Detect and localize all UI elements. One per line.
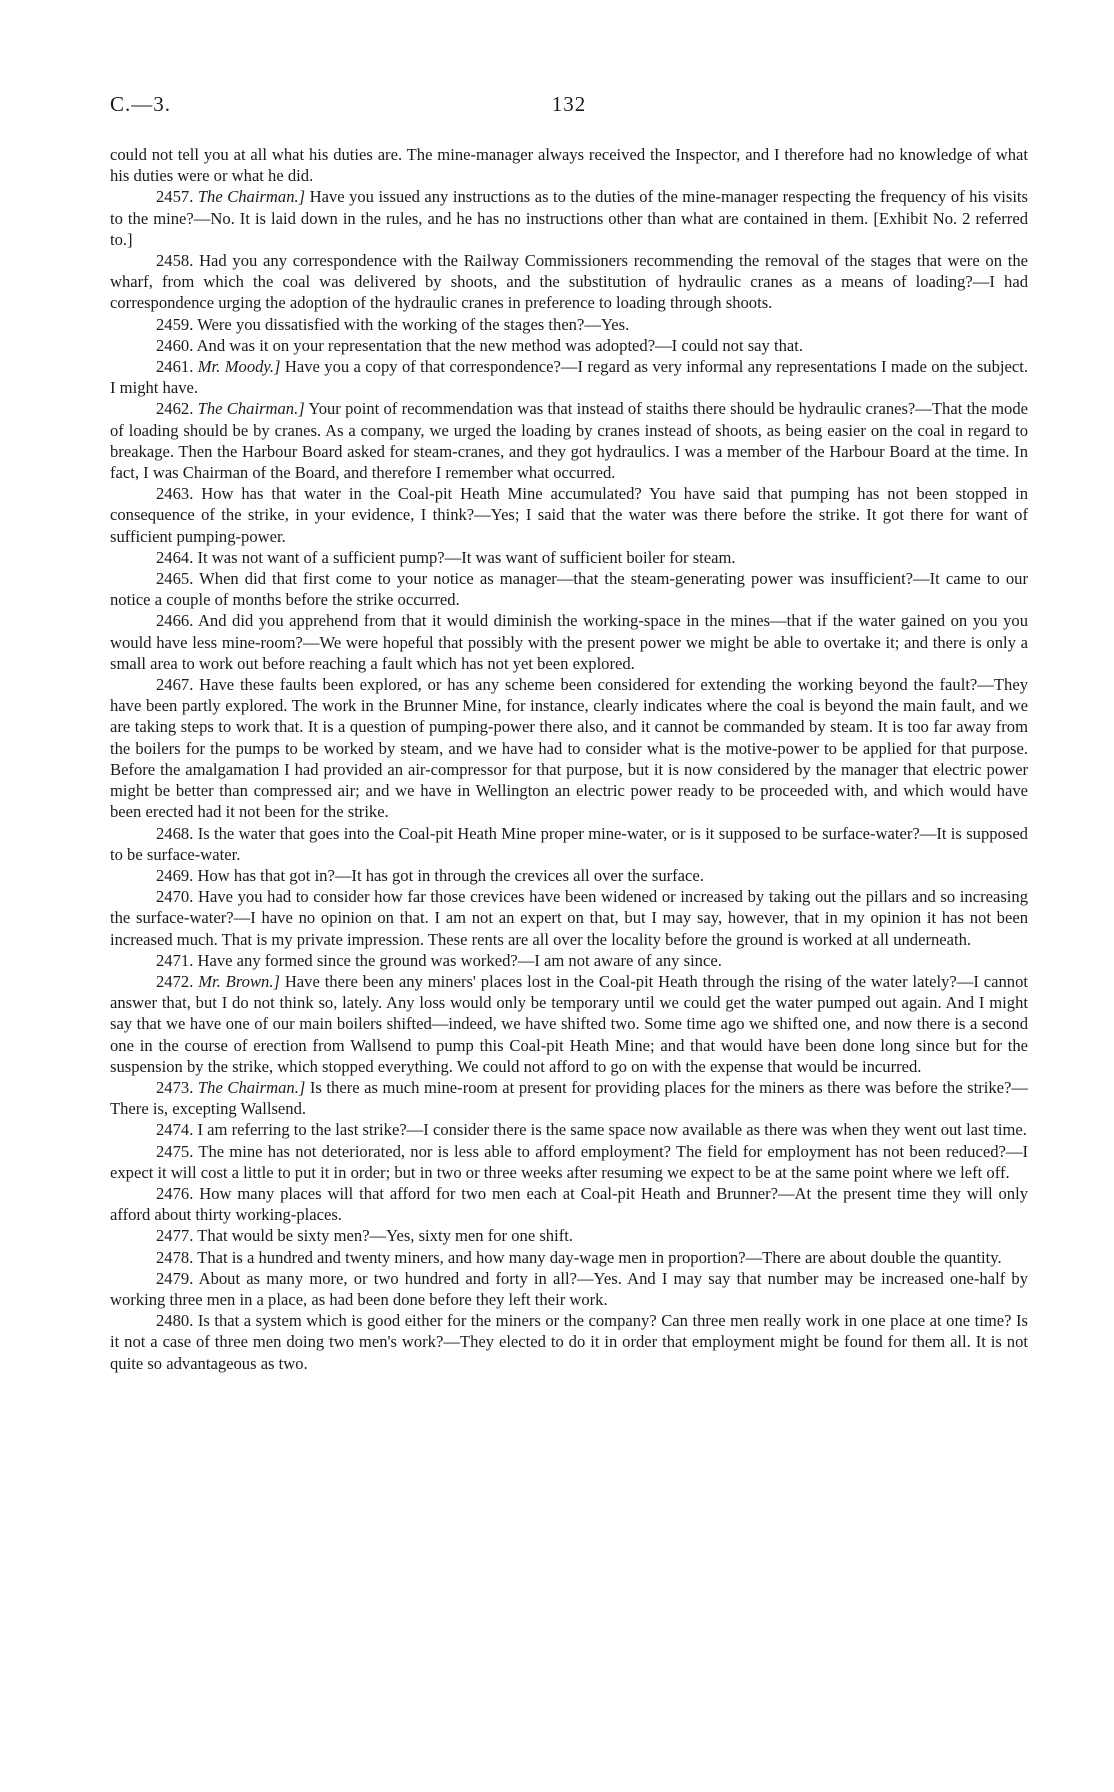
paragraph-number: 2460. xyxy=(156,335,194,355)
paragraph-text: Have you had to consider how far those crevices have been widened or increased by taking out the pillars and so increasing the surface-water?—I have no opinion on that. I am not an expert on that, but I may say, however, that in my opinion it has not been increased much. That is my private impression. These rents are all over the locality before the ground is worked at all underneath. xyxy=(110,887,1028,949)
paragraph-number: 2463. xyxy=(156,484,194,504)
paragraph-number: 2469. xyxy=(156,865,194,885)
paragraph xyxy=(110,1225,1028,1246)
paragraph-number: 2470. xyxy=(156,887,194,907)
paragraph xyxy=(110,1141,1028,1183)
paragraph-number: 2465. xyxy=(156,569,194,589)
speaker: The Chairman.] xyxy=(197,399,305,419)
document-reference: C.—3. xyxy=(110,92,172,116)
paragraph-text: Is there as much mine-room at present for providing places for the miners as there was before the strike?—There is, excepting Wallsend. xyxy=(110,1077,1028,1119)
paragraph-text: Have these faults been explored, or has any scheme been considered for extending the working beyond the fault?—They have been partly explored. The work in the Brunner Mine, for instance, clearly indicates where the coal is beyond the main fault, and we are taking steps to work that. It is a question of pumping-power there also, and it cannot be commanded by steam. It is too far away from the boilers for the pumps to be worked by steam, and we have had to consider what is the motive-power to be applied for that purpose. Before the amalgamation I had provided an air-compressor for that purpose, but it is now considered by the manager that electric power might be better than compressed air; and we have in Wellington an electric power ready to be proceeded with, and which would have been erected had it not been for the strike. xyxy=(110,675,1028,822)
paragraph-number: 2459. xyxy=(156,314,194,334)
paragraph xyxy=(110,1183,1028,1225)
paragraph-number: 2467. xyxy=(156,675,194,695)
paragraph-text: That would be sixty men?—Yes, sixty men for one shift. xyxy=(197,1226,573,1246)
paragraph-number: 2479. xyxy=(156,1268,194,1288)
paragraph-number: 2472. xyxy=(156,971,194,991)
paragraph-text: How has that water in the Coal-pit Heath Mine accumulated? You have said that pumping has not been stopped in consequence of the strike, in your evidence, I think?—Yes; I said that the water was there before the strike. It got there for want of sufficient pumping-power. xyxy=(110,484,1028,546)
paragraph xyxy=(110,1268,1028,1310)
paragraph-text: Have there been any miners' places lost in the Coal-pit Heath through the rising of the water lately?—I cannot answer that, but I do not think so, lately. Any loss would only be temporary until we could get the water pumped out again. And I might say that we have one of our main boilers shifted—indeed, we have shifted two. Some time ago we shifted one, and now there is a second one in the course of erection from Wallsend to pump this Coal-pit Heath Mine; and that would have been done long since but for the suspension by the strike, which stopped everything. We could not afford to go on with the expense that would be incurred. xyxy=(110,971,1028,1076)
paragraph xyxy=(110,398,1028,483)
paragraph-text: Your point of recommendation was that instead of staiths there should be hydraulic cranes?—That the mode of loading should be by cranes. As a company, we urged the loading by cranes instead of shoots, as being easier on the coal in regard to breakage. Then the Harbour Board asked for steam-cranes, and they got hydraulics. I was a member of the Harbour Board at the time. In fact, I was Chairman of the Board, and therefore I remember what occurred. xyxy=(110,399,1028,483)
paragraph-text: Had you any correspondence with the Railway Commissioners recommending the removal of the stages that were on the wharf, from which the coal was delivered by shoots, and the substitution of hydraulic cranes as a means of loading?—I had correspondence urging the adoption of the hydraulic cranes in preference to loading through shoots. xyxy=(110,251,1028,313)
paragraph xyxy=(110,250,1028,314)
paragraph-number: 2466. xyxy=(156,611,194,631)
paragraph-number: 2462. xyxy=(156,399,194,419)
paragraph-text: Have any formed since the ground was worked?—I am not aware of any since. xyxy=(197,950,722,970)
paragraph xyxy=(110,144,1028,186)
page-number: 132 xyxy=(551,92,587,116)
paragraph-number: 2471. xyxy=(156,950,194,970)
paragraph xyxy=(110,610,1028,674)
paragraph-text: About as many more, or two hundred and forty in all?—Yes. And I may say that number may be increased one-half by working three men in a place, as had been done before they left their work. xyxy=(110,1268,1028,1309)
paragraph-text: That is a hundred and twenty miners, and how many day-wage men in proportion?—There are about double the quantity. xyxy=(197,1247,1002,1267)
paragraph xyxy=(110,568,1028,610)
paragraph xyxy=(110,886,1028,950)
paragraph xyxy=(110,483,1028,547)
paragraph-number: 2458. xyxy=(156,251,194,271)
paragraph xyxy=(110,823,1028,865)
paragraph-text: Is that a system which is good either for the miners or the company? Can three men really work in one place at one time? Is it not a case of three men doing two men's work?—They elected to do it in order that employment might be found for them all. It is not quite so advantageous as two. xyxy=(110,1311,1028,1373)
paragraph-number: 2475. xyxy=(156,1141,194,1161)
paragraph xyxy=(110,950,1028,971)
paragraph xyxy=(110,865,1028,886)
paragraph xyxy=(110,1119,1028,1140)
paragraph-number: 2474. xyxy=(156,1120,194,1140)
speaker: The Chairman.] xyxy=(197,1077,306,1097)
paragraph xyxy=(110,971,1028,1077)
paragraph xyxy=(110,1247,1028,1268)
paragraph-text: It was not want of a sufficient pump?—It was want of sufficient boiler for steam. xyxy=(197,547,736,567)
paragraph xyxy=(110,1310,1028,1374)
speaker: The Chairman.] xyxy=(197,187,306,207)
paragraph-number: 2468. xyxy=(156,823,194,843)
paragraph xyxy=(110,356,1028,398)
paragraph-number: 2480. xyxy=(156,1311,194,1331)
paragraph-number: 2477. xyxy=(156,1226,194,1246)
paragraph xyxy=(110,1077,1028,1119)
paragraph-text: And was it on your representation that the new method was adopted?—I could not say that. xyxy=(196,335,804,355)
paragraph-text: I am referring to the last strike?—I consider there is the same space now available as there was when they went out last time. xyxy=(197,1120,1027,1140)
paragraph-text: How has that got in?—It has got in through the crevices all over the surface. xyxy=(197,865,704,885)
paragraph-number: 2461. xyxy=(156,357,194,377)
paragraph-text: Is the water that goes into the Coal-pit Heath Mine proper mine-water, or is it supposed to be surface-water?—It is supposed to be surface-water. xyxy=(110,823,1028,864)
paragraph-text: How many places will that afford for two men each at Coal-pit Heath and Brunner?—At the present time they will only afford about thirty working-places. xyxy=(110,1183,1028,1225)
speaker: Mr. Moody.] xyxy=(197,357,281,377)
paragraph xyxy=(110,335,1028,356)
page-header xyxy=(110,92,1028,124)
paragraph xyxy=(110,674,1028,822)
speaker: Mr. Brown.] xyxy=(198,971,280,991)
paragraph-text: could not tell you at all what his duties are. The mine-manager always received the Inspector, and I therefore had no knowledge of what his duties were or what he did. xyxy=(110,145,1028,186)
evidence-body xyxy=(110,144,1028,1374)
paragraph xyxy=(110,547,1028,568)
paragraph-text: Have you issued any instructions as to the duties of the mine-manager respecting the frequency of his visits to the mine?—No. It is laid down in the rules, and he has no instructions other than what are contained in them. [Exhibit No. 2 referred to.] xyxy=(110,187,1028,249)
paragraph-text: And did you apprehend from that it would diminish the working-space in the mines—that if the water gained on you you would have less mine-room?—We were hopeful that possibly with the present power we might be able to overtake it; and there is only a small area to work out before reaching a fault which has not yet been explored. xyxy=(110,611,1029,673)
paragraph-number: 2464. xyxy=(156,547,194,567)
paragraph-number: 2457. xyxy=(156,187,194,207)
paragraph-text: When did that first come to your notice as manager—that the steam-generating power was insufficient?—It came to our notice a couple of months before the strike occurred. xyxy=(110,569,1028,610)
paragraph xyxy=(110,314,1028,335)
paragraph-text: Have you a copy of that correspondence?—I regard as very informal any representations I made on the subject. I might have. xyxy=(110,357,1028,398)
paragraph-text: Were you dissatisfied with the working of the stages then?—Yes. xyxy=(197,314,630,334)
paragraph-text: The mine has not deteriorated, nor is less able to afford employment? The field for employment has not been reduced?—I expect it will cost a little to put it in order; but in two or three weeks after resuming we expect to be at the same point where we left off. xyxy=(110,1141,1028,1182)
paragraph-number: 2473. xyxy=(156,1077,194,1097)
paragraph xyxy=(110,186,1028,250)
paragraph-number: 2478. xyxy=(156,1247,194,1267)
paragraph-number: 2476. xyxy=(156,1183,194,1203)
